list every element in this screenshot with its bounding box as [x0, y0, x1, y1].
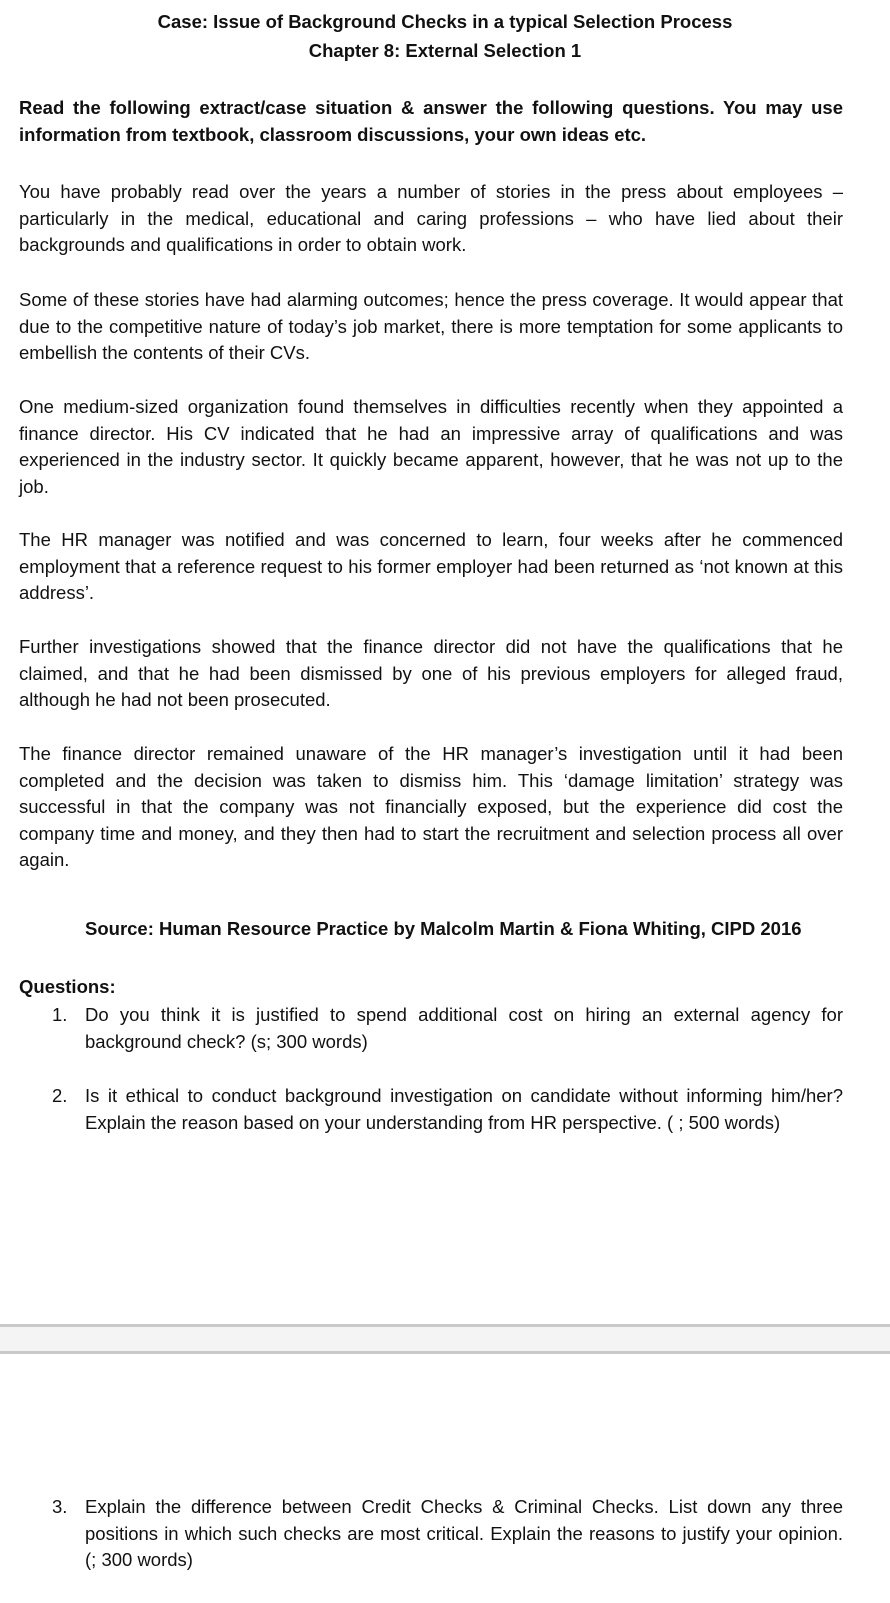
question-number: 2.	[52, 1085, 68, 1106]
question-number: 1.	[52, 1004, 68, 1025]
question-text: Is it ethical to conduct background investigation on candidate without informing him/her? Explain the reason based on your understanding from HR perspective. ( ; 500 words)	[85, 1085, 843, 1133]
instructions: Read the following extract/case situation & answer the following questions. You may use information from textbook, classroom discussions, your own ideas etc.	[19, 97, 843, 145]
paragraph-1: You have probably read over the years a number of stories in the press about employees – particularly in the medical, educational and caring professions – who have lied about their backgrounds and qualifications in order to obtain work.	[19, 181, 843, 255]
paragraph-4: The HR manager was notified and was concerned to learn, four weeks after he commenced employment that a reference request to his former employer had been returned as ‘not known at this address’.	[19, 529, 843, 603]
source-citation: Source: Human Resource Practice by Malcolm Martin & Fiona Whiting, CIPD 2016	[85, 918, 802, 939]
question-text: Explain the difference between Credit Checks & Criminal Checks. List down any three positions in which such checks are most critical. Explain the reasons to justify your opinion. (; 300 words)	[85, 1496, 843, 1570]
paragraph-3: One medium-sized organization found themselves in difficulties recently when they appointed a finance director. His CV indicated that he had an impressive array of qualifications and was experienced in the industry sector. It quickly became apparent, however, that he was not up to the job.	[19, 396, 843, 497]
question-number: 3.	[52, 1496, 68, 1517]
chapter-title: Chapter 8: External Selection 1	[308, 40, 582, 61]
question-text: Do you think it is justified to spend additional cost on hiring an external agency for background check? (s; 300 words)	[85, 1004, 843, 1052]
questions-heading: Questions:	[19, 976, 116, 997]
case-title: Case: Issue of Background Checks in a typical Selection Process	[157, 11, 733, 32]
page-break-divider	[0, 1324, 890, 1354]
paragraph-5: Further investigations showed that the finance director did not have the qualifications that he claimed, and that he had been dismissed by one of his previous employers for alleged fraud, although he had not been prosecuted.	[19, 636, 843, 710]
paragraph-2: Some of these stories have had alarming outcomes; hence the press coverage. It would appear that due to the competitive nature of today’s job market, there is more temptation for some applicants to embellish the contents of their CVs.	[19, 289, 843, 363]
paragraph-6: The finance director remained unaware of the HR manager’s investigation until it had been completed and the decision was taken to dismiss him. This ‘damage limitation’ strategy was successful in that the company was not financially exposed, but the experience did cost the company time and money, and they then had to start the recruitment and selection process all over again.	[19, 743, 843, 870]
